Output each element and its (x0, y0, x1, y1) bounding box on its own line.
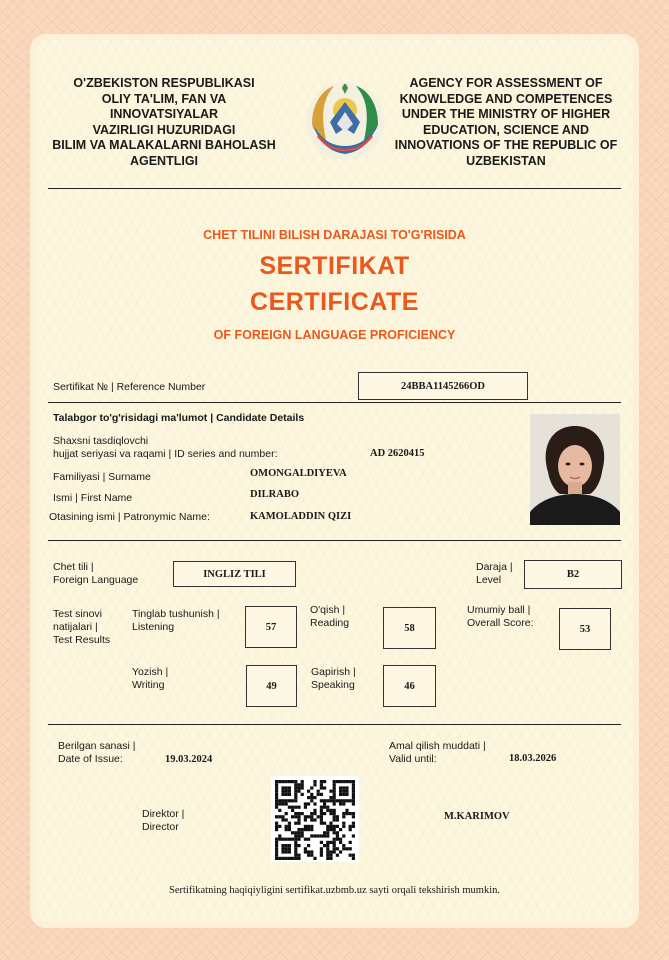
language-label-1: Chet tili | (53, 561, 94, 573)
header-right (390, 76, 622, 169)
reading-label-2: Reading (310, 617, 350, 629)
issue-label-1: Berilgan sanasi | (58, 740, 136, 752)
subtitle-uz: CHET TILINI BILISH DARAJASI TO'G'RISIDA (203, 228, 466, 242)
header-right-line: AGENCY FOR ASSESSMENT OF (409, 76, 603, 90)
language-value: INGLIZ TILI (173, 561, 296, 587)
listening-label-1: Tinglab tushunish | (132, 608, 220, 620)
header-right-line: EDUCATION, SCIENCE AND (423, 122, 589, 137)
header-left-line: BILIM VA MALAKALARNI BAHOLASH (52, 138, 276, 152)
title-en: CERTIFICATE (250, 288, 419, 316)
first-name-label: Ismi | First Name (53, 492, 133, 504)
valid-label-1: Amal qilish muddati | (389, 740, 486, 752)
level-label-2: Level (476, 574, 502, 586)
writing-label-2: Writing (132, 679, 165, 691)
certificate-body (30, 34, 639, 928)
valid-until-date: 18.03.2026 (509, 753, 557, 764)
director-label-1: Direktor | (142, 808, 185, 820)
verification-note: Sertifikatning haqiqiyligini sertifikat.uzbmb.uz sayti orqali tekshirish mumkin. (169, 885, 500, 896)
valid-label-2: Valid until: (389, 753, 437, 765)
speaking-label-2: Speaking (311, 679, 355, 691)
first-name-value: DILRABO (250, 489, 300, 500)
overall-score: 53 (559, 608, 611, 650)
surname-value: OMONGALDIYEVA (250, 468, 347, 479)
results-divider (48, 724, 621, 725)
writing-label-1: Yozish | (132, 666, 169, 678)
header-right-line: UZBEKISTAN (466, 153, 546, 168)
header-left-line: O'ZBEKISTON RESPUBLIKASI (73, 76, 255, 90)
header-divider (48, 188, 621, 189)
patronymic-label: Otasining ismi | Patronymic Name: (49, 511, 210, 523)
surname-label: Familiyasi | Surname (53, 471, 151, 483)
issue-date: 19.03.2024 (165, 754, 213, 765)
qr-code-icon (271, 776, 359, 862)
header-left-line: AGENTLIGI (129, 153, 199, 168)
reference-divider (48, 402, 621, 403)
listening-label-2: Listening (132, 621, 175, 633)
results-label-2: natijalari | (53, 621, 98, 633)
overall-label-1: Umumiy ball | (467, 604, 531, 616)
patronymic-value: KAMOLADDIN QIZI (250, 511, 352, 522)
director-label-2: Director (142, 821, 179, 833)
speaking-score: 46 (383, 665, 436, 707)
reading-label-1: O'qish | (310, 604, 346, 616)
director-name: M.KARIMOV (444, 811, 510, 822)
candidate-divider (48, 540, 621, 541)
id-value: AD 2620415 (370, 448, 425, 459)
header-right-line: INNOVATIONS OF THE REPUBLIC OF (394, 138, 618, 152)
header-left (50, 76, 278, 169)
overall-label-2: Overall Score: (467, 617, 534, 629)
results-label-1: Test sinovi (53, 608, 103, 620)
id-label-2: hujjat seriyasi va raqami | ID series and number: (53, 448, 278, 460)
title-uz: SERTIFIKAT (259, 252, 410, 280)
header-right-line: KNOWLEDGE AND COMPETENCES (399, 91, 613, 106)
header-left-line: VAZIRLIGI HUZURIDAGI (92, 122, 236, 137)
level-label-1: Daraja | (476, 561, 513, 573)
listening-score: 57 (245, 606, 297, 648)
id-label-1: Shaxsni tasdiqlovchi (53, 435, 149, 447)
reference-label: Sertifikat № | Reference Number (53, 381, 206, 393)
results-label-3: Test Results (53, 634, 111, 646)
reference-number: 24BBA1145266OD (358, 372, 528, 400)
subtitle-en: OF FOREIGN LANGUAGE PROFICIENCY (213, 328, 456, 342)
language-label-2: Foreign Language (53, 574, 139, 586)
candidate-section-label: Talabgor to'g'risidagi ma'lumot | Candidate Details (53, 412, 305, 424)
candidate-photo (530, 414, 620, 525)
reading-score: 58 (383, 607, 436, 649)
writing-score: 49 (246, 665, 297, 707)
level-value: B2 (524, 560, 622, 589)
state-emblem-icon (304, 80, 386, 162)
issue-label-2: Date of Issue: (58, 753, 123, 765)
speaking-label-1: Gapirish | (311, 666, 356, 678)
header-left-line: OLIY TA'LIM, FAN VA INNOVATSIYALAR (101, 91, 227, 121)
header-right-line: UNDER THE MINISTRY OF HIGHER (401, 107, 611, 121)
